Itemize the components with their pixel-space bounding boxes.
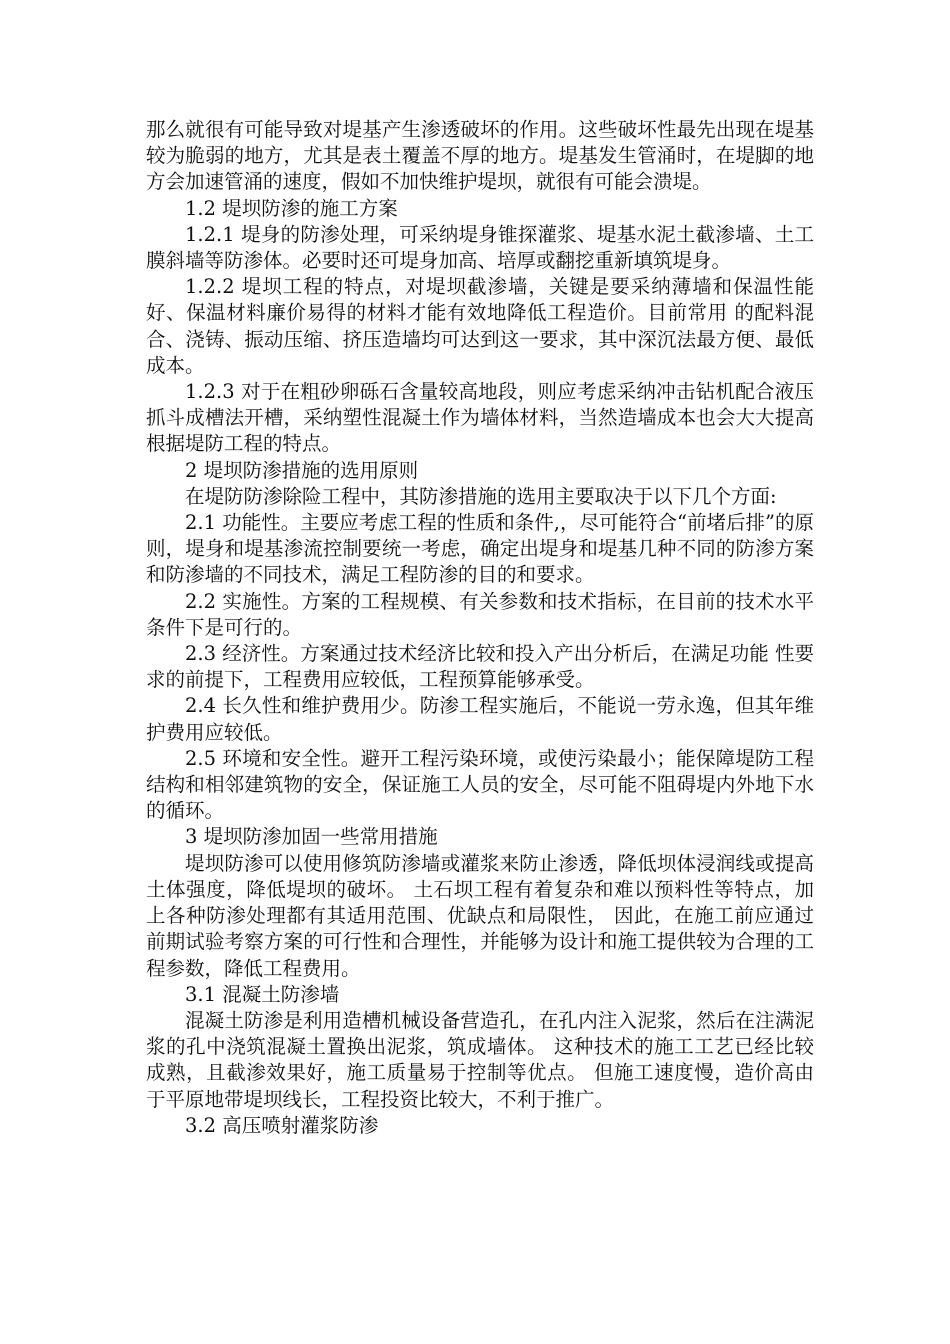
- paragraph-2-4: 2.4 长久性和维护费用少。防渗工程实施后，不能说一劳永逸，但其年维护费用应较低。: [146, 694, 814, 744]
- heading-3-2: 3.2 高压喷射灌浆防渗: [185, 1113, 379, 1137]
- paragraph-2-intro: 在堤防防渗除险工程中，其防渗措施的选用主要取决于以下几个方面:: [185, 484, 777, 508]
- paragraph-intro: 那么就很有可能导致对堤基产生渗透破坏的作用。这些破坏性最先出现在堤基较为脆弱的地方，尤其是表土覆盖不厚的地方。堤基发生管涌时，在堤脚的地方会加速管涌的速度，假如不加快维护堤坝，就很有可能会溃堤。: [146, 118, 814, 194]
- document-page: [146, 117, 814, 1139]
- paragraph-1-2-2: 1.2.2 堤坝工程的特点，对堤坝截渗墙，关键是要采纳薄墙和保温性能好、保温材料廉价易得的材料才能有效地降低工程造价。目前常用 的配料混合、浇铸、振动压缩、挤压造墙均可达到这一要求，其中深沉法最方便、最低成本。: [146, 275, 814, 377]
- paragraph-2-1: 2.1 功能性。主要应考虑工程的性质和条件,，尽可能符合“前堵后排”的原则，堤身和堤基渗流控制要统一考虑，确定出堤身和堤基几种不同的防渗方案和防渗墙的不同技术，满足工程防渗的目的和要求。: [146, 511, 814, 587]
- paragraph-3-1: 混凝土防渗是利用造槽机械设备营造孔，在孔内注入泥浆，然后在注满泥浆的孔中浇筑混凝土置换出泥浆，筑成墙体。 这种技术的施工工艺已经比较成熟，且截渗效果好，施工质量易于控制等优点。 但施工速度慢，造价高由于平原地带堤坝线长，工程投资比较大，不利于推广。: [146, 1008, 814, 1111]
- paragraph-1-2-3: 1.2.3 对于在粗砂卵砾石含量较高地段，则应考虑采纳冲击钻机配合液压抓斗成槽法开槽，采纳塑性混凝土作为墙体材料，当然造墙成本也会大大提高根据堤防工程的特点。: [146, 380, 814, 456]
- heading-3-1: 3.1 混凝土防渗墙: [185, 982, 340, 1006]
- paragraph-2-2: 2.2 实施性。方案的工程规模、有关参数和技术指标，在目前的技术水平条件下是可行的。: [146, 589, 814, 639]
- paragraph-3-intro: 堤坝防渗可以使用修筑防渗墙或灌浆来防止渗透，降低坝体浸润线或提高土体强度，降低堤坝的破坏。 土石坝工程有着复杂和难以预料性等特点，加上各种防渗处理都有其适用范围、优缺点和局限性， 因此，在施工前应通过前期试验考察方案的可行性和合理性，并能够为设计和施工提供较为合理的工程参数，降低工程费用。: [146, 851, 814, 980]
- paragraph-2-3: 2.3 经济性。方案通过技术经济比较和投入产出分析后，在满足功能 性要求的前提下，工程费用应较低，工程预算能够承受。: [146, 642, 814, 692]
- heading-1-2: 1.2 堤坝防渗的施工方案: [185, 196, 398, 220]
- heading-2: 2 堤坝防渗措施的选用原则: [185, 458, 419, 482]
- heading-3: 3 堤坝防渗加固一些常用措施: [185, 825, 438, 849]
- paragraph-2-5: 2.5 环境和安全性。避开工程污染环境，或使污染最小；能保障堤防工程结构和相邻建筑物的安全，保证施工人员的安全，尽可能不阻碍堤内外地下水的循环。: [146, 746, 814, 823]
- paragraph-1-2-1: 1.2.1 堤身的防渗处理，可采纳堤身锥探灌浆、堤基水泥土截渗墙、土工膜斜墙等防渗体。必要时还可堤身加高、培厚或翻挖重新填筑堤身。: [146, 222, 814, 273]
